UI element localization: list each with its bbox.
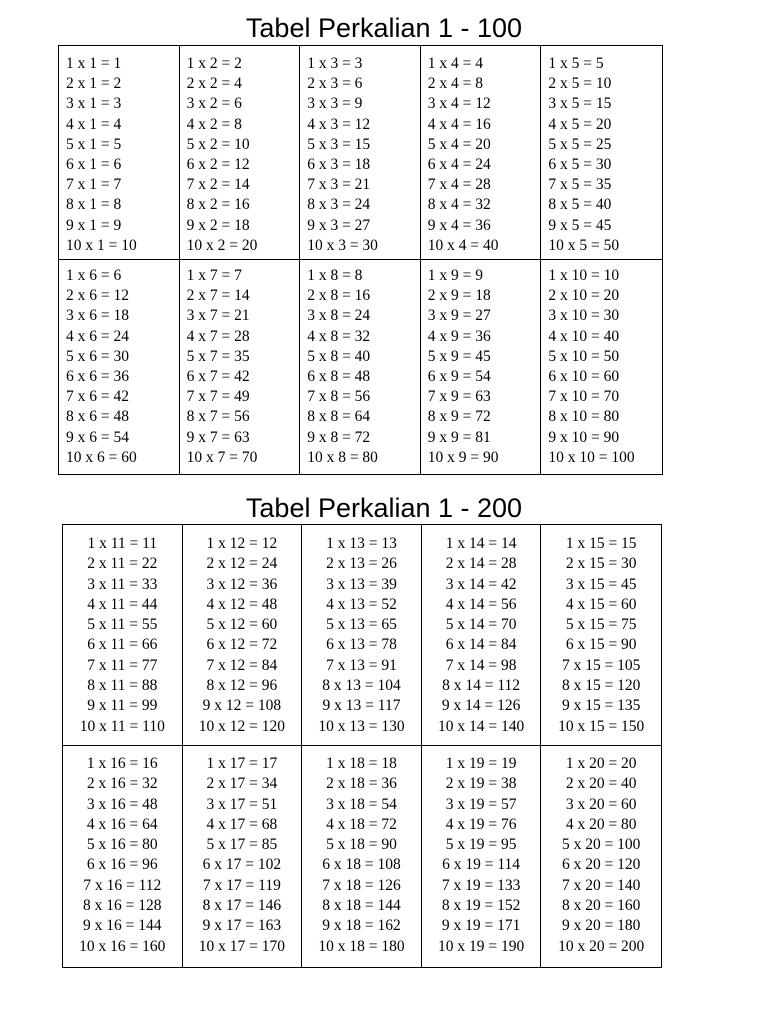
equation-line: 5 x 9 = 45 — [427, 347, 491, 365]
equation-line: 3 x 20 = 60 — [565, 795, 637, 813]
equation-line: 5 x 12 = 60 — [206, 616, 278, 634]
table-cell — [302, 525, 422, 746]
table-cell — [422, 525, 542, 746]
equation-line: 5 x 13 = 65 — [326, 616, 397, 634]
equation-line: 9 x 12 = 108 — [202, 697, 282, 715]
equation-line: 8 x 10 = 80 — [548, 408, 620, 426]
equation-line: 8 x 8 = 64 — [307, 408, 371, 426]
equation-line: 1 x 5 = 5 — [548, 55, 604, 72]
equation-line: 3 x 11 = 33 — [87, 575, 158, 593]
equation-line: 6 x 2 = 12 — [186, 156, 250, 174]
equation-line: 1 x 15 = 15 — [565, 535, 637, 552]
equation-line: 8 x 15 = 120 — [561, 677, 641, 695]
equation-line: 8 x 16 = 128 — [83, 897, 162, 915]
equation-line: 4 x 10 = 40 — [548, 327, 620, 345]
table-cell — [63, 746, 183, 967]
equation-line: 6 x 12 = 72 — [206, 636, 278, 654]
equation-line: 1 x 7 = 7 — [186, 267, 242, 284]
multiplication-table-1-200 — [62, 524, 662, 968]
equation-line: 6 x 7 = 42 — [186, 368, 250, 386]
equation-line: 7 x 15 = 105 — [561, 656, 641, 674]
equation-line: 6 x 8 = 48 — [307, 368, 371, 386]
table-cell — [541, 260, 662, 474]
equation-line: 3 x 13 = 39 — [326, 575, 397, 593]
equation-line: 5 x 5 = 25 — [548, 135, 612, 153]
equation-line: 5 x 17 = 85 — [206, 836, 278, 854]
equation-line: 9 x 6 = 54 — [66, 428, 129, 446]
equation-line: 4 x 19 = 76 — [445, 815, 517, 833]
equation-line: 9 x 13 = 117 — [322, 697, 401, 715]
equation-line: 1 x 6 = 6 — [66, 267, 122, 284]
equation-line: 9 x 15 = 135 — [561, 697, 641, 715]
equation-line: 9 x 14 = 126 — [441, 697, 521, 715]
equation-line: 6 x 4 = 24 — [427, 156, 491, 174]
equation-line: 4 x 20 = 80 — [565, 815, 637, 833]
equation-line: 3 x 15 = 45 — [565, 575, 637, 593]
equation-line: 1 x 2 = 2 — [186, 55, 242, 72]
equation-line: 3 x 5 = 15 — [548, 95, 612, 113]
table-cell — [180, 46, 301, 260]
equation-line: 1 x 20 = 20 — [565, 755, 637, 772]
table-cell — [422, 746, 542, 967]
equation-line: 3 x 12 = 36 — [206, 575, 278, 593]
equation-line: 6 x 3 = 18 — [307, 156, 371, 174]
equation-line: 9 x 18 = 162 — [322, 917, 401, 935]
equation-line: 2 x 12 = 24 — [206, 555, 278, 573]
multiplication-table-1-100 — [58, 45, 663, 475]
equation-line: 6 x 9 = 54 — [427, 368, 491, 386]
equation-line: 4 x 14 = 56 — [445, 595, 517, 613]
equation-line: 7 x 20 = 140 — [561, 876, 641, 894]
equation-line: 5 x 15 = 75 — [565, 616, 637, 634]
equation-line: 3 x 8 = 24 — [307, 307, 371, 325]
equation-line: 5 x 6 = 30 — [66, 347, 129, 365]
equation-line: 5 x 2 = 10 — [186, 135, 250, 153]
equation-line: 2 x 10 = 20 — [548, 287, 620, 305]
equation-line: 7 x 19 = 133 — [441, 876, 521, 894]
equation-line: 8 x 1 = 8 — [66, 196, 122, 214]
equation-line: 5 x 16 = 80 — [86, 836, 158, 854]
equation-line: 4 x 13 = 52 — [326, 595, 397, 613]
equation-line: 1 x 13 = 13 — [326, 535, 397, 552]
equation-line: 9 x 11 = 99 — [87, 697, 158, 715]
equation-line: 2 x 6 = 12 — [66, 287, 129, 305]
equation-line: 7 x 16 = 112 — [83, 876, 162, 894]
equation-line: 7 x 18 = 126 — [322, 876, 401, 894]
equation-line: 6 x 14 = 84 — [445, 636, 517, 654]
equation-line: 7 x 7 = 49 — [186, 388, 250, 406]
equation-line: 2 x 3 = 6 — [307, 75, 363, 93]
table-cell — [183, 746, 303, 967]
equation-line: 5 x 20 = 100 — [561, 836, 641, 854]
equation-line: 7 x 9 = 63 — [427, 388, 491, 406]
equation-line: 2 x 16 = 32 — [86, 775, 158, 793]
equation-line: 10 x 3 = 30 — [307, 236, 378, 254]
equation-line: 5 x 8 = 40 — [307, 347, 371, 365]
equation-line: 9 x 9 = 81 — [427, 428, 491, 446]
equation-line: 4 x 5 = 20 — [548, 115, 612, 133]
equation-line: 1 x 9 = 9 — [427, 267, 484, 284]
equation-line: 2 x 18 = 36 — [326, 775, 397, 793]
equation-line: 3 x 19 = 57 — [445, 795, 517, 813]
equation-line: 5 x 18 = 90 — [326, 836, 397, 854]
equation-line: 4 x 9 = 36 — [427, 327, 491, 345]
equation-line: 9 x 7 = 63 — [186, 428, 250, 446]
equation-line: 2 x 14 = 28 — [445, 555, 517, 573]
equation-line: 4 x 18 = 72 — [326, 815, 397, 833]
equation-line: 10 x 20 = 200 — [558, 937, 645, 955]
equation-line: 2 x 5 = 10 — [548, 75, 612, 93]
equation-line: 2 x 1 = 2 — [66, 75, 122, 93]
equation-line: 7 x 2 = 14 — [186, 176, 250, 194]
equation-line: 9 x 3 = 27 — [307, 216, 371, 234]
equation-line: 6 x 20 = 120 — [561, 856, 641, 874]
equation-line: 4 x 11 = 44 — [87, 595, 158, 613]
equation-line: 3 x 14 = 42 — [445, 575, 517, 593]
equation-line: 10 x 15 = 150 — [558, 717, 645, 735]
equation-line: 3 x 4 = 12 — [427, 95, 491, 113]
equation-line: 1 x 17 = 17 — [206, 755, 278, 772]
equation-line: 10 x 2 = 20 — [186, 236, 258, 254]
equation-line: 8 x 2 = 16 — [186, 196, 250, 214]
equation-line: 2 x 7 = 14 — [186, 287, 250, 305]
equation-line: 3 x 3 = 9 — [307, 95, 363, 113]
equation-line: 7 x 5 = 35 — [548, 176, 612, 194]
equation-line: 7 x 12 = 84 — [206, 656, 278, 674]
equation-line: 7 x 8 = 56 — [307, 388, 371, 406]
equation-line: 8 x 5 = 40 — [548, 196, 612, 214]
equation-line: 10 x 6 = 60 — [66, 448, 137, 466]
equation-line: 2 x 13 = 26 — [326, 555, 397, 573]
equation-line: 3 x 18 = 54 — [326, 795, 397, 813]
equation-line: 2 x 9 = 18 — [427, 287, 491, 305]
equation-line: 4 x 12 = 48 — [206, 595, 278, 613]
table-cell — [63, 525, 183, 746]
equation-line: 10 x 11 = 110 — [79, 717, 165, 735]
equation-line: 1 x 4 = 4 — [427, 55, 484, 72]
equation-line: 1 x 19 = 19 — [445, 755, 517, 772]
table-cell — [180, 260, 301, 474]
table-cell — [541, 746, 661, 967]
equation-line: 3 x 17 = 51 — [206, 795, 278, 813]
equation-line: 4 x 4 = 16 — [427, 115, 491, 133]
equation-line: 10 x 7 = 70 — [186, 448, 258, 466]
equation-line: 8 x 14 = 112 — [442, 677, 521, 695]
equation-line: 1 x 14 = 14 — [445, 535, 517, 552]
equation-line: 4 x 6 = 24 — [66, 327, 129, 345]
equation-line: 8 x 11 = 88 — [87, 677, 158, 695]
equation-line: 1 x 10 = 10 — [548, 267, 620, 284]
table-cell — [183, 525, 303, 746]
table-cell — [59, 260, 180, 474]
equation-line: 6 x 1 = 6 — [66, 156, 122, 174]
equation-line: 5 x 10 = 50 — [548, 347, 620, 365]
equation-line: 9 x 2 = 18 — [186, 216, 250, 234]
equation-line: 2 x 4 = 8 — [427, 75, 484, 93]
equation-line: 8 x 18 = 144 — [322, 897, 401, 915]
equation-line: 10 x 18 = 180 — [318, 937, 405, 955]
equation-line: 6 x 15 = 90 — [565, 636, 637, 654]
equation-line: 7 x 10 = 70 — [548, 388, 620, 406]
equation-line: 2 x 15 = 30 — [565, 555, 637, 573]
equation-line: 10 x 12 = 120 — [198, 717, 286, 735]
equation-line: 6 x 13 = 78 — [326, 636, 397, 654]
equation-line: 8 x 19 = 152 — [441, 897, 521, 915]
equation-line: 10 x 14 = 140 — [437, 717, 525, 735]
equation-line: 5 x 11 = 55 — [87, 616, 158, 634]
equation-line: 9 x 5 = 45 — [548, 216, 612, 234]
equation-line: 6 x 16 = 96 — [86, 856, 158, 874]
equation-line: 3 x 16 = 48 — [86, 795, 158, 813]
equation-line: 4 x 1 = 4 — [66, 115, 122, 133]
equation-line: 7 x 6 = 42 — [66, 388, 129, 406]
equation-line: 6 x 10 = 60 — [548, 368, 620, 386]
equation-line: 6 x 17 = 102 — [202, 856, 282, 874]
equation-line: 5 x 3 = 15 — [307, 135, 371, 153]
equation-line: 1 x 8 = 8 — [307, 267, 363, 284]
equation-line: 2 x 2 = 4 — [186, 75, 242, 93]
equation-line: 7 x 13 = 91 — [326, 656, 397, 674]
equation-line: 8 x 6 = 48 — [66, 408, 129, 426]
equation-line: 7 x 17 = 119 — [202, 876, 281, 894]
equation-line: 7 x 14 = 98 — [445, 656, 517, 674]
table-cell — [302, 746, 422, 967]
equation-line: 10 x 13 = 130 — [318, 717, 405, 735]
equation-line: 4 x 2 = 8 — [186, 115, 242, 133]
equation-line: 8 x 17 = 146 — [202, 897, 282, 915]
equation-line: 1 x 11 = 11 — [87, 535, 158, 552]
equation-line: 10 x 9 = 90 — [427, 448, 499, 466]
equation-line: 10 x 5 = 50 — [548, 236, 620, 254]
equation-line: 2 x 19 = 38 — [445, 775, 517, 793]
equation-line: 6 x 18 = 108 — [322, 856, 401, 874]
equation-line: 8 x 20 = 160 — [561, 897, 641, 915]
equation-line: 1 x 12 = 12 — [206, 535, 278, 552]
equation-line: 9 x 19 = 171 — [441, 917, 521, 935]
equation-line: 1 x 1 = 1 — [66, 55, 122, 72]
table-2-title: Tabel Perkalian 1 - 200 — [245, 493, 523, 523]
equation-line: 5 x 7 = 35 — [186, 347, 250, 365]
equation-line: 3 x 7 = 21 — [186, 307, 250, 325]
equation-line: 8 x 4 = 32 — [427, 196, 491, 214]
equation-line: 4 x 3 = 12 — [307, 115, 371, 133]
equation-line: 9 x 8 = 72 — [307, 428, 371, 446]
table-cell — [421, 46, 542, 260]
equation-line: 9 x 17 = 163 — [202, 917, 282, 935]
equation-line: 4 x 8 = 32 — [307, 327, 371, 345]
equation-line: 5 x 4 = 20 — [427, 135, 491, 153]
equation-line: 2 x 11 = 22 — [87, 555, 158, 573]
equation-line: 10 x 8 = 80 — [307, 448, 378, 466]
equation-line: 10 x 16 = 160 — [79, 937, 166, 955]
table-cell — [300, 260, 421, 474]
equation-line: 7 x 1 = 7 — [66, 176, 122, 194]
equation-line: 1 x 18 = 18 — [326, 755, 397, 772]
equation-line: 10 x 17 = 170 — [198, 937, 286, 955]
equation-line: 5 x 14 = 70 — [445, 616, 517, 634]
equation-line: 5 x 19 = 95 — [445, 836, 517, 854]
equation-line: 7 x 11 = 77 — [87, 656, 158, 674]
table-1-title: Tabel Perkalian 1 - 100 — [245, 13, 523, 43]
equation-line: 3 x 1 = 3 — [66, 95, 122, 113]
equation-line: 8 x 9 = 72 — [427, 408, 491, 426]
equation-line: 4 x 15 = 60 — [565, 595, 637, 613]
equation-line: 8 x 7 = 56 — [186, 408, 250, 426]
equation-line: 2 x 8 = 16 — [307, 287, 371, 305]
equation-line: 7 x 4 = 28 — [427, 176, 491, 194]
equation-line: 9 x 16 = 144 — [83, 917, 162, 935]
equation-line: 6 x 19 = 114 — [442, 856, 521, 874]
equation-line: 3 x 2 = 6 — [186, 95, 242, 113]
equation-line: 10 x 10 = 100 — [548, 448, 635, 466]
table-cell — [541, 525, 661, 746]
equation-line: 3 x 6 = 18 — [66, 307, 129, 325]
equation-line: 7 x 3 = 21 — [307, 176, 371, 194]
table-cell — [300, 46, 421, 260]
equation-line: 10 x 4 = 40 — [427, 236, 499, 254]
equation-line: 8 x 3 = 24 — [307, 196, 371, 214]
equation-line: 6 x 11 = 66 — [87, 636, 158, 654]
equation-line: 2 x 17 = 34 — [206, 775, 278, 793]
equation-line: 4 x 7 = 28 — [186, 327, 250, 345]
table-cell — [421, 260, 542, 474]
equation-line: 9 x 1 = 9 — [66, 216, 122, 234]
equation-line: 10 x 19 = 190 — [437, 937, 525, 955]
table-cell — [541, 46, 662, 260]
equation-line: 6 x 5 = 30 — [548, 156, 612, 174]
equation-line: 9 x 20 = 180 — [561, 917, 641, 935]
equation-line: 3 x 10 = 30 — [548, 307, 620, 325]
table-cell — [59, 46, 180, 260]
equation-line: 4 x 16 = 64 — [86, 815, 158, 833]
equation-line: 6 x 6 = 36 — [66, 368, 129, 386]
equation-line: 9 x 4 = 36 — [427, 216, 491, 234]
equation-line: 8 x 13 = 104 — [322, 677, 401, 695]
equation-line: 8 x 12 = 96 — [206, 677, 278, 695]
equation-line: 4 x 17 = 68 — [206, 815, 278, 833]
equation-line: 2 x 20 = 40 — [565, 775, 637, 793]
equation-line: 5 x 1 = 5 — [66, 135, 122, 153]
equation-line: 9 x 10 = 90 — [548, 428, 620, 446]
equation-line: 10 x 1 = 10 — [66, 236, 137, 254]
equation-line: 3 x 9 = 27 — [427, 307, 491, 325]
equation-line: 1 x 3 = 3 — [307, 55, 363, 72]
equation-line: 1 x 16 = 16 — [86, 755, 158, 772]
